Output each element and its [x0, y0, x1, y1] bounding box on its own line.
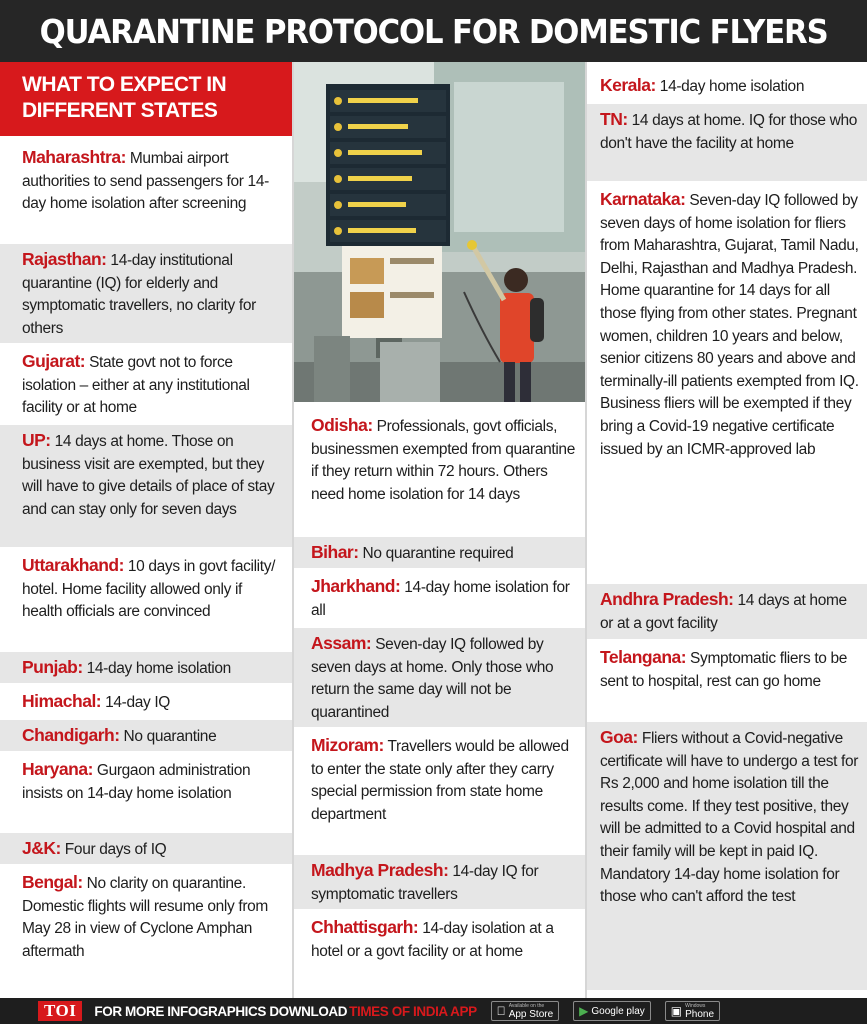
- state-name: Chandigarh:: [22, 725, 120, 745]
- state-entry-mizoram: [294, 730, 585, 852]
- state-name: Odisha:: [311, 415, 373, 435]
- state-entry-bengal: [0, 867, 292, 995]
- state-name: Uttarakhand:: [22, 555, 124, 575]
- state-name: Bengal:: [22, 872, 83, 892]
- state-entry-jk: [0, 833, 292, 864]
- footer-app-name: TIMES OF INDIA APP: [349, 1003, 477, 1019]
- state-entry-chhattisgarh: [294, 912, 585, 992]
- state-policy: Fliers without a Covid-negative certificate will have to undergo a test for Rs 2,000 and home isolation till the results come. If they test positive, they will be admitted to a Covid hospital and their family will be kept in paid IQ. Mandatory 14-day home isolation for those who can't afford the test: [600, 730, 859, 906]
- state-policy: 14-day IQ for symptomatic travellers: [311, 863, 539, 903]
- state-policy: Seven-day IQ followed by seven days of home isolation for fliers from Maharashtra, Gujarat, Tamil Nadu, Delhi, Rajasthan and Madhya Pradesh. Home quarantine for 14 days for all those flying from other states. Pregnant women, children 10 years and below, senior citizens 80 years and above and terminally-ill patients exempted from IQ. Business fliers will be exempted if they bring a Covid-19 negative certificate issued by an ICMR-approved lab: [600, 192, 859, 458]
- state-entry-up: [0, 425, 292, 547]
- right-column: [587, 62, 867, 998]
- state-entry-assam: [294, 628, 585, 727]
- footer-cta: FOR MORE INFOGRAPHICS DOWNLOAD: [94, 1003, 348, 1019]
- state-entry-haryana: [0, 754, 292, 830]
- state-name: Andhra Pradesh:: [600, 589, 734, 609]
- states-banner-line-1: WHAT TO EXPECT IN: [22, 73, 227, 96]
- state-policy: Professionals, govt officials, businessmen exempted from quarantine if they return within 72 hours. Others need home isolation for 14 days: [311, 418, 575, 503]
- state-policy: 14-day institutional quarantine (IQ) for elderly and symptomatic travellers, no clarity for others: [22, 252, 256, 337]
- state-entry-chandigarh: [0, 720, 292, 751]
- state-name: Haryana:: [22, 759, 93, 779]
- state-name: Gujarat:: [22, 351, 86, 371]
- state-entry-jharkhand: [294, 571, 585, 625]
- state-name: UP:: [22, 430, 51, 450]
- windows-label: Phone: [676, 1008, 706, 1020]
- footer: [0, 998, 867, 1024]
- states-banner: [0, 62, 292, 136]
- state-policy: 14-day IQ: [101, 694, 171, 711]
- state-name: Assam:: [311, 633, 372, 653]
- airport-photo: [294, 62, 585, 402]
- state-policy: State govt not to force isolation – either at any institutional facility or at home: [22, 354, 250, 417]
- state-name: Jharkhand:: [311, 576, 401, 596]
- state-name: Madhya Pradesh:: [311, 860, 449, 880]
- page-title: QUARANTINE PROTOCOL FOR DOMESTIC FLYERS: [39, 11, 828, 51]
- state-entry-maharashtra: [0, 142, 292, 241]
- state-name: Rajasthan:: [22, 249, 107, 269]
- state-entry-karnataka: [587, 184, 867, 581]
- google-play-label: Google play: [582, 1005, 636, 1017]
- state-policy: 14 days at home. Those on business visit are exempted, but they will have to give details of place of stay and can stay only for seven days: [22, 433, 275, 518]
- state-policy: 14-day home isolation: [82, 660, 231, 677]
- state-name: Mizoram:: [311, 735, 384, 755]
- state-policy: Travellers would be allowed to enter the state only after they carry special permission from state home department: [311, 738, 569, 823]
- state-entry-himachal: [0, 686, 292, 717]
- state-entry-madhya-pradesh: [294, 855, 585, 909]
- apple-icon: [497, 1004, 506, 1018]
- states-banner-line-2: DIFFERENT STATES: [22, 99, 218, 122]
- state-name: J&K:: [22, 838, 61, 858]
- state-policy: 14-day home isolation: [655, 78, 805, 95]
- state-name: Chhattisgarh:: [311, 917, 419, 937]
- state-policy: No quarantine required: [358, 545, 514, 562]
- app-store-label: App Store: [499, 1008, 545, 1020]
- state-name: Telangana:: [600, 647, 687, 667]
- state-policy: No quarantine: [119, 728, 217, 745]
- state-entry-kerala: [587, 70, 867, 101]
- toi-logo: TOI: [38, 1001, 82, 1021]
- state-name: Kerala:: [600, 75, 656, 95]
- airport-sanitization-illustration: [294, 62, 585, 402]
- state-policy: 14-day isolation at a hotel or a govt facility or at home: [311, 920, 554, 960]
- state-policy: 14 days at home. IQ for those who don't have the facility at home: [600, 112, 857, 152]
- windows-small-text: Windows: [676, 1002, 697, 1009]
- windows-icon: ▣: [661, 1004, 674, 1018]
- state-entry-rajasthan: [0, 244, 292, 343]
- state-name: Himachal:: [22, 691, 102, 711]
- state-entry-bihar: [294, 537, 585, 568]
- state-policy: No clarity on quarantine. Domestic flights will resume only from May 28 in view of Cyclone Amphan aftermath: [22, 875, 268, 960]
- middle-column: [294, 62, 585, 998]
- state-entry-odisha: [294, 410, 585, 534]
- state-name: Karnataka:: [600, 189, 686, 209]
- state-policy: Symptomatic fliers to be sent to hospital, rest can go home: [600, 650, 848, 690]
- state-entry-andhra-pradesh: [587, 584, 867, 639]
- left-column: [0, 62, 292, 998]
- app-store-small-text: Available on the: [499, 1002, 536, 1009]
- state-policy: Seven-day IQ followed by seven days at home. Only those who return the same day will not be quarantined: [311, 636, 554, 721]
- play-icon: ▶: [570, 1004, 580, 1018]
- state-entry-goa: [587, 722, 867, 990]
- state-policy: Mumbai airport authorities to send passengers for 14-day home isolation after screening: [22, 150, 269, 213]
- state-policy: 14 days at home or at a govt facility: [600, 592, 847, 632]
- state-policy: 10 days in govt facility/ hotel. Home facility allowed only if health officials are convinced: [22, 558, 276, 621]
- state-entry-gujarat: [0, 346, 292, 422]
- google-play-badge[interactable]: [570, 1001, 651, 1021]
- state-name: Bihar:: [311, 542, 359, 562]
- state-policy: Four days of IQ: [60, 841, 167, 858]
- state-name: TN:: [600, 109, 628, 129]
- state-policy: 14-day home isolation for all: [311, 579, 570, 619]
- state-name: Punjab:: [22, 657, 83, 677]
- state-entry-telangana: [587, 642, 867, 719]
- state-entry-tn: [587, 104, 867, 181]
- windows-phone-badge[interactable]: [661, 1001, 720, 1021]
- header: [0, 0, 867, 62]
- state-entry-punjab: [0, 652, 292, 683]
- app-store-badge[interactable]: [491, 1001, 559, 1021]
- state-name: Goa:: [600, 727, 638, 747]
- state-policy: Gurgaon administration insists on 14-day home isolation: [22, 762, 251, 802]
- state-entry-uttarakhand: [0, 550, 292, 649]
- state-name: Maharashtra:: [22, 147, 126, 167]
